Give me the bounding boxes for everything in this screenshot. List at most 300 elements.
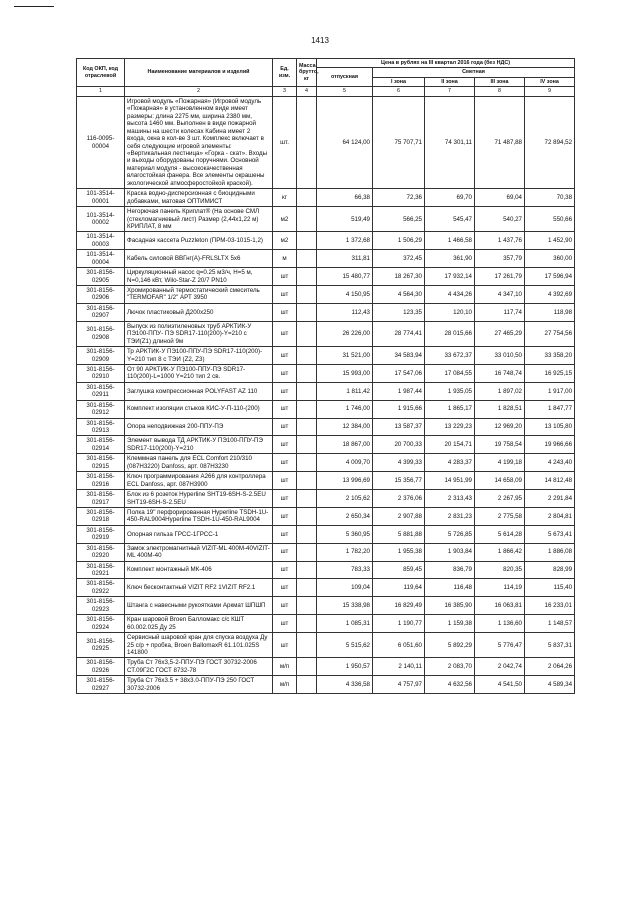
- cell-code: 301-8156-02919: [77, 525, 125, 543]
- cell-name: Кабель силовой ВВГнг(А)-FRLSLTX 5х6: [125, 250, 273, 268]
- cell-zone4-price: 4 392,69: [525, 286, 575, 304]
- header-release: отпускная: [317, 68, 373, 87]
- col-number: 9: [525, 87, 575, 96]
- cell-code: 301-8156-02918: [77, 507, 125, 525]
- cell-zone3-price: 1 437,76: [475, 232, 525, 250]
- cell-zone4-price: 1 452,90: [525, 232, 575, 250]
- cell-zone1-price: 34 583,94: [373, 347, 425, 365]
- cell-mass: [297, 400, 317, 418]
- cell-zone1-price: 372,45: [373, 250, 425, 268]
- cell-release-price: 783,33: [317, 561, 373, 579]
- cell-zone3-price: 16 063,81: [475, 597, 525, 615]
- cell-zone1-price: 4 399,33: [373, 454, 425, 472]
- cell-zone4-price: 13 105,80: [525, 418, 575, 436]
- cell-zone4-price: 17 596,94: [525, 268, 575, 286]
- cell-mass: [297, 525, 317, 543]
- table-row: [77, 597, 575, 615]
- cell-mass: [297, 347, 317, 365]
- cell-unit: шт.: [273, 96, 297, 188]
- cell-unit: шт: [273, 507, 297, 525]
- cell-release-price: 15 480,77: [317, 268, 373, 286]
- cell-code: 301-8156-02927: [77, 676, 125, 694]
- cell-zone3-price: 1 136,60: [475, 615, 525, 633]
- cell-zone2-price: 5 892,29: [425, 633, 475, 658]
- cell-zone1-price: 75 707,71: [373, 96, 425, 188]
- cell-zone4-price: 550,66: [525, 207, 575, 232]
- cell-unit: шт: [273, 633, 297, 658]
- cell-name: Комплект изоляции стыков КИС-У-П-110-(200): [125, 400, 273, 418]
- cell-name: Игровой модуль «Пожарная» (Игровой модуль «Пожарная» в установленном виде имеет размеры: длина 2275 мм, ширина 2380 мм, высота 1460 мм. Выполнен в виде пожарной машины на шести колесах Кабина имеет 2 входа, окна в кол-ве 3 шт. Комплекс включает в себя следующие игровой элементы: «Вертикальная лестница» «Горка - скат». Входы и выходы оборудованы поручнями. Основной материал модуля - высококачественная влагостойкая фанера. Все элементы окрашены экологической атмосферостойкой краской).: [125, 96, 273, 188]
- cell-zone3-price: 357,79: [475, 250, 525, 268]
- cell-zone4-price: 1 917,00: [525, 382, 575, 400]
- col-number: 6: [373, 87, 425, 96]
- cell-zone4-price: 19 966,66: [525, 436, 575, 454]
- cell-unit: шт: [273, 561, 297, 579]
- top-rule: [14, 6, 54, 7]
- cell-code: 301-8156-02911: [77, 382, 125, 400]
- cell-mass: [297, 189, 317, 207]
- cell-zone2-price: 28 015,66: [425, 321, 475, 346]
- cell-zone2-price: 14 951,99: [425, 472, 475, 490]
- cell-release-price: 5 360,95: [317, 525, 373, 543]
- cell-name: Ключ бесконтактный VIZIT RF2 1VIZIT RF2.1: [125, 579, 273, 597]
- cell-release-price: 18 867,00: [317, 436, 373, 454]
- table-row: [77, 633, 575, 658]
- cell-zone1-price: 1 915,66: [373, 400, 425, 418]
- cell-zone2-price: 5 726,85: [425, 525, 475, 543]
- cell-mass: [297, 418, 317, 436]
- cell-unit: м/п: [273, 658, 297, 676]
- cell-name: Клеммная панель для ECL Comfort 210/310 (087H3220) Danfoss, арт. 087H3230: [125, 454, 273, 472]
- table-row: [77, 321, 575, 346]
- cell-code: 301-8156-02906: [77, 286, 125, 304]
- cell-zone3-price: 16 748,74: [475, 364, 525, 382]
- cell-zone2-price: 1 865,17: [425, 400, 475, 418]
- cell-zone2-price: 4 632,56: [425, 676, 475, 694]
- header-zone3: III зона: [475, 77, 525, 86]
- cell-zone4-price: 115,40: [525, 579, 575, 597]
- cell-zone2-price: 16 385,90: [425, 597, 475, 615]
- cell-mass: [297, 658, 317, 676]
- cell-zone2-price: 4 283,37: [425, 454, 475, 472]
- cell-mass: [297, 96, 317, 188]
- cell-zone4-price: 2 291,84: [525, 490, 575, 508]
- table-row: [77, 676, 575, 694]
- cell-zone2-price: 116,48: [425, 579, 475, 597]
- cell-unit: м/п: [273, 676, 297, 694]
- cell-mass: [297, 543, 317, 561]
- cell-zone4-price: 4 243,40: [525, 454, 575, 472]
- table-row: [77, 286, 575, 304]
- cell-zone3-price: 2 042,74: [475, 658, 525, 676]
- cell-zone1-price: 123,35: [373, 303, 425, 321]
- cell-zone3-price: 1 897,02: [475, 382, 525, 400]
- table-row: [77, 615, 575, 633]
- cell-release-price: 4 336,58: [317, 676, 373, 694]
- cell-zone2-price: 74 301,11: [425, 96, 475, 188]
- col-number: 4: [297, 87, 317, 96]
- cell-name: Сервисный шаровой кран для спуска воздуха Ду 25 с/р + пробка, Broen BallomaxR 61.101.025S 141800: [125, 633, 273, 658]
- cell-zone3-price: 33 010,50: [475, 347, 525, 365]
- cell-zone1-price: 2 907,88: [373, 507, 425, 525]
- cell-zone2-price: 1 159,38: [425, 615, 475, 633]
- cell-zone1-price: 859,45: [373, 561, 425, 579]
- cell-zone4-price: 1 148,57: [525, 615, 575, 633]
- cell-zone2-price: 13 229,23: [425, 418, 475, 436]
- cell-mass: [297, 676, 317, 694]
- cell-zone1-price: 72,36: [373, 189, 425, 207]
- cell-zone3-price: 5 776,47: [475, 633, 525, 658]
- cell-mass: [297, 286, 317, 304]
- cell-code: 301-8156-02909: [77, 347, 125, 365]
- cell-zone4-price: 4 589,34: [525, 676, 575, 694]
- cell-zone3-price: 4 541,50: [475, 676, 525, 694]
- col-number: 3: [273, 87, 297, 96]
- cell-release-price: 64 124,00: [317, 96, 373, 188]
- cell-zone4-price: 1 886,08: [525, 543, 575, 561]
- cell-name: От 90 АРКТИК-У ПЭ100-ППУ-ПЭ SDR17-110(200)-L=1000 Y=210 тип 2 св.: [125, 364, 273, 382]
- col-number: 2: [125, 87, 273, 96]
- table-row: [77, 436, 575, 454]
- table-row: [77, 347, 575, 365]
- cell-name: Хромированный термостатический смеситель "TERMOFAR" 1/2" АРТ 3950: [125, 286, 273, 304]
- cell-zone1-price: 4 757,97: [373, 676, 425, 694]
- table-row: [77, 658, 575, 676]
- cell-zone4-price: 5 673,41: [525, 525, 575, 543]
- cell-zone1-price: 20 700,33: [373, 436, 425, 454]
- col-number: 1: [77, 87, 125, 96]
- cell-zone1-price: 566,25: [373, 207, 425, 232]
- cell-name: Ключ программирования А266 для контроллера ECL Danfoss, арт. 087H3900: [125, 472, 273, 490]
- cell-name: Комплект монтажный МК-406: [125, 561, 273, 579]
- cell-zone4-price: 828,99: [525, 561, 575, 579]
- cell-name: Кран шаровой Broen Балломакс с/с КШТ 60.002.025 Ду 25: [125, 615, 273, 633]
- cell-zone1-price: 119,64: [373, 579, 425, 597]
- header-zone4: IV зона: [525, 77, 575, 86]
- cell-release-price: 15 338,98: [317, 597, 373, 615]
- cell-release-price: 1 811,42: [317, 382, 373, 400]
- cell-code: 101-3514-00001: [77, 189, 125, 207]
- cell-zone4-price: 16 925,15: [525, 364, 575, 382]
- cell-unit: шт: [273, 615, 297, 633]
- header-name: Наименование материалов и изделий: [125, 59, 273, 87]
- cell-mass: [297, 615, 317, 633]
- cell-mass: [297, 321, 317, 346]
- cell-zone1-price: 4 564,30: [373, 286, 425, 304]
- cell-name: Блок из 6 розеток Hyperline SHT19-6SH-S-2.5EU SHT19-6SH-S-2.5EU: [125, 490, 273, 508]
- cell-zone1-price: 1 987,44: [373, 382, 425, 400]
- cell-zone4-price: 2 064,26: [525, 658, 575, 676]
- cell-name: Замок электромагнитный VIZIT-ML 400M-40VIZIT-ML 400M-40: [125, 543, 273, 561]
- cell-mass: [297, 207, 317, 232]
- table-row: [77, 525, 575, 543]
- cell-name: Элемент вывода ТД АРКТИК-У ПЭ100-ППУ-ПЭ SDR17-110(200)-Y=210: [125, 436, 273, 454]
- cell-zone3-price: 2 267,95: [475, 490, 525, 508]
- table-row: [77, 268, 575, 286]
- cell-zone3-price: 19 758,54: [475, 436, 525, 454]
- cell-unit: шт: [273, 525, 297, 543]
- table-row: [77, 400, 575, 418]
- cell-zone4-price: 1 847,77: [525, 400, 575, 418]
- table-row: [77, 472, 575, 490]
- cell-zone1-price: 13 587,37: [373, 418, 425, 436]
- table-row: [77, 364, 575, 382]
- cell-code: 116-0095-00004: [77, 96, 125, 188]
- cell-unit: шт: [273, 268, 297, 286]
- table-row: [77, 454, 575, 472]
- cell-unit: шт: [273, 364, 297, 382]
- cell-release-price: 109,04: [317, 579, 373, 597]
- cell-name: Опора неподвижная 200-ППУ-ПЭ: [125, 418, 273, 436]
- cell-release-price: 1 782,20: [317, 543, 373, 561]
- cell-release-price: 112,43: [317, 303, 373, 321]
- cell-mass: [297, 633, 317, 658]
- cell-code: 301-8156-02925: [77, 633, 125, 658]
- cell-zone1-price: 17 547,06: [373, 364, 425, 382]
- cell-name: Лючок пластиковый Д200х250: [125, 303, 273, 321]
- cell-zone1-price: 1 955,38: [373, 543, 425, 561]
- cell-release-price: 311,81: [317, 250, 373, 268]
- cell-unit: шт: [273, 579, 297, 597]
- cell-unit: шт: [273, 321, 297, 346]
- cell-zone1-price: 18 267,30: [373, 268, 425, 286]
- header-estimate: Сметная: [373, 68, 575, 77]
- cell-code: 301-8156-02920: [77, 543, 125, 561]
- cell-zone3-price: 71 487,88: [475, 96, 525, 188]
- cell-code: 301-8156-02912: [77, 400, 125, 418]
- cell-name: Труба Ст 76х3,5-2-ППУ-ПЭ ГОСТ 30732-2006 СТ.09Г2С ГОСТ 8732-78: [125, 658, 273, 676]
- cell-zone4-price: 118,98: [525, 303, 575, 321]
- cell-zone4-price: 14 812,48: [525, 472, 575, 490]
- cell-release-price: 4 150,95: [317, 286, 373, 304]
- cell-zone4-price: 70,38: [525, 189, 575, 207]
- cell-code: 301-8156-02907: [77, 303, 125, 321]
- cell-name: Опорная гильза ГРСС-1ГРСС-1: [125, 525, 273, 543]
- cell-zone3-price: 4 199,18: [475, 454, 525, 472]
- header-unit: Ед. изм.: [273, 59, 297, 87]
- cell-mass: [297, 561, 317, 579]
- cell-unit: шт: [273, 400, 297, 418]
- table-row: [77, 561, 575, 579]
- cell-zone4-price: 33 358,20: [525, 347, 575, 365]
- cell-name: Циркуляционный насос q=0.25 м3/ч, Н=5 м, N=0,146 кВт, Wilo-Star-Z 20/7 PN10: [125, 268, 273, 286]
- cell-unit: м2: [273, 232, 297, 250]
- col-number: 5: [317, 87, 373, 96]
- header-zone2: II зона: [425, 77, 475, 86]
- table-row: [77, 490, 575, 508]
- cell-unit: шт: [273, 382, 297, 400]
- cell-release-price: 13 996,69: [317, 472, 373, 490]
- cell-zone3-price: 14 658,09: [475, 472, 525, 490]
- cell-zone3-price: 2 775,58: [475, 507, 525, 525]
- cell-zone2-price: 1 935,05: [425, 382, 475, 400]
- cell-name: Фасадная кассета Puzzleton (ПРМ-03-1015-1,2): [125, 232, 273, 250]
- cell-name: Труба Ст 76х3.5 + 38х3.0-ППУ-ПЭ 250 ГОСТ 30732-2006: [125, 676, 273, 694]
- cell-release-price: 12 384,00: [317, 418, 373, 436]
- cell-zone1-price: 28 774,41: [373, 321, 425, 346]
- cell-code: 301-8156-02924: [77, 615, 125, 633]
- cell-zone2-price: 545,47: [425, 207, 475, 232]
- table-row: [77, 232, 575, 250]
- cell-zone3-price: 1 866,42: [475, 543, 525, 561]
- header-code: Код ОКП, код отраслевой: [77, 59, 125, 87]
- cell-zone1-price: 16 829,49: [373, 597, 425, 615]
- table-row: [77, 189, 575, 207]
- cell-zone2-price: 17 932,14: [425, 268, 475, 286]
- cell-mass: [297, 454, 317, 472]
- cell-mass: [297, 364, 317, 382]
- cell-name: Штанга с навесными рукоятками Аркмат ШПШП: [125, 597, 273, 615]
- cell-zone4-price: 27 754,56: [525, 321, 575, 346]
- cell-code: 301-8156-02922: [77, 579, 125, 597]
- cell-zone2-price: 4 434,26: [425, 286, 475, 304]
- cell-name: Выпуск из полиэтиленовых труб АРКТИК-У ПЭ100-ППУ- ПЭ SDR17-110(200)-Y=210 с ТЭИ(Z1) длиной 9м: [125, 321, 273, 346]
- cell-mass: [297, 472, 317, 490]
- cell-unit: м: [273, 250, 297, 268]
- header-mass: Масса брутто, кг: [297, 59, 317, 87]
- cell-mass: [297, 490, 317, 508]
- header-zone1: I зона: [373, 77, 425, 86]
- cell-code: 301-8156-02914: [77, 436, 125, 454]
- cell-unit: шт: [273, 454, 297, 472]
- cell-mass: [297, 250, 317, 268]
- column-number-row: [77, 87, 575, 96]
- table-row: [77, 418, 575, 436]
- cell-name: Тр АРКТИК-У ПЭ100-ППУ-ПЭ SDR17-110(200)-Y=210 тип 8 с ТЭИ (Z2, Z3): [125, 347, 273, 365]
- cell-mass: [297, 597, 317, 615]
- cell-unit: кг: [273, 189, 297, 207]
- cell-zone2-price: 17 084,55: [425, 364, 475, 382]
- cell-zone2-price: 836,79: [425, 561, 475, 579]
- cell-unit: шт: [273, 418, 297, 436]
- cell-zone1-price: 15 356,77: [373, 472, 425, 490]
- page-number: 1413: [311, 36, 329, 45]
- table-row: [77, 303, 575, 321]
- cell-release-price: 2 650,34: [317, 507, 373, 525]
- cell-code: 301-8156-02916: [77, 472, 125, 490]
- cell-zone3-price: 5 614,28: [475, 525, 525, 543]
- cell-zone1-price: 5 881,88: [373, 525, 425, 543]
- cell-zone3-price: 114,19: [475, 579, 525, 597]
- cell-release-price: 1 950,57: [317, 658, 373, 676]
- cell-unit: шт: [273, 543, 297, 561]
- cell-zone2-price: 120,10: [425, 303, 475, 321]
- cell-mass: [297, 268, 317, 286]
- cell-release-price: 1 372,68: [317, 232, 373, 250]
- cell-unit: шт: [273, 472, 297, 490]
- cell-code: 301-8156-02913: [77, 418, 125, 436]
- cell-zone1-price: 6 051,60: [373, 633, 425, 658]
- table-row: [77, 382, 575, 400]
- cell-code: 101-3514-00003: [77, 232, 125, 250]
- table-row: [77, 507, 575, 525]
- cell-zone3-price: 17 261,79: [475, 268, 525, 286]
- cell-zone2-price: 1 466,58: [425, 232, 475, 250]
- cell-mass: [297, 382, 317, 400]
- cell-release-price: 66,38: [317, 189, 373, 207]
- cell-release-price: 4 009,70: [317, 454, 373, 472]
- cell-unit: шт: [273, 286, 297, 304]
- cell-zone4-price: 2 804,81: [525, 507, 575, 525]
- cell-zone2-price: 1 903,84: [425, 543, 475, 561]
- cell-zone4-price: 360,00: [525, 250, 575, 268]
- cell-release-price: 26 226,00: [317, 321, 373, 346]
- table-row: [77, 207, 575, 232]
- cell-zone2-price: 69,70: [425, 189, 475, 207]
- cell-zone1-price: 2 140,11: [373, 658, 425, 676]
- cell-zone3-price: 69,04: [475, 189, 525, 207]
- col-number: 7: [425, 87, 475, 96]
- cell-zone4-price: 16 233,01: [525, 597, 575, 615]
- cell-release-price: 2 105,62: [317, 490, 373, 508]
- cell-mass: [297, 436, 317, 454]
- table-row: [77, 250, 575, 268]
- cell-zone3-price: 117,74: [475, 303, 525, 321]
- cell-release-price: 519,49: [317, 207, 373, 232]
- cell-zone3-price: 1 828,51: [475, 400, 525, 418]
- cell-unit: м2: [273, 207, 297, 232]
- cell-unit: шт: [273, 303, 297, 321]
- cell-mass: [297, 579, 317, 597]
- cell-zone2-price: 361,90: [425, 250, 475, 268]
- header-price-title: Цена в рублях на III квартал 2016 года (без НДС): [317, 59, 575, 68]
- cell-release-price: 1 085,31: [317, 615, 373, 633]
- cell-zone2-price: 2 083,70: [425, 658, 475, 676]
- cell-zone2-price: 33 672,37: [425, 347, 475, 365]
- cell-release-price: 5 515,62: [317, 633, 373, 658]
- cell-release-price: 31 521,00: [317, 347, 373, 365]
- cell-zone4-price: 5 837,31: [525, 633, 575, 658]
- cell-zone3-price: 27 465,29: [475, 321, 525, 346]
- cell-name: Заглушка компрессионная POLYFAST AZ 110: [125, 382, 273, 400]
- cell-zone3-price: 820,35: [475, 561, 525, 579]
- cell-zone2-price: 2 313,43: [425, 490, 475, 508]
- cell-zone4-price: 72 894,52: [525, 96, 575, 188]
- table-row: [77, 579, 575, 597]
- cell-unit: шт: [273, 347, 297, 365]
- cell-mass: [297, 507, 317, 525]
- cell-name: Полка 19" перфорированная Hyperline TSDH-1U-450-RAL9004Hyperline TSDH-1U-450-RAL9004: [125, 507, 273, 525]
- cell-release-price: 15 993,00: [317, 364, 373, 382]
- cell-code: 301-8156-02917: [77, 490, 125, 508]
- cell-code: 301-8156-02910: [77, 364, 125, 382]
- table-row: [77, 96, 575, 188]
- cell-zone2-price: 2 831,23: [425, 507, 475, 525]
- table-body: [77, 96, 575, 693]
- cell-zone1-price: 1 190,77: [373, 615, 425, 633]
- cell-mass: [297, 303, 317, 321]
- cell-code: 301-8156-02905: [77, 268, 125, 286]
- cell-zone2-price: 20 154,71: [425, 436, 475, 454]
- table-row: [77, 543, 575, 561]
- cell-code: 101-3514-00004: [77, 250, 125, 268]
- cell-code: 301-8156-02908: [77, 321, 125, 346]
- cell-release-price: 1 746,00: [317, 400, 373, 418]
- cell-name: Краска водно-дисперсионная с биоцидными добавками, матовая ОПТИМИСТ: [125, 189, 273, 207]
- cell-zone3-price: 12 969,20: [475, 418, 525, 436]
- cell-code: 301-8156-02921: [77, 561, 125, 579]
- price-table: [76, 58, 575, 694]
- cell-zone1-price: 2 376,06: [373, 490, 425, 508]
- cell-name: Негорючая панель Криплат® (На основе СМЛ (стекломагниевый лист) Размер (2,44х1,22 м) КРИПЛАТ, 8 мм: [125, 207, 273, 232]
- cell-mass: [297, 232, 317, 250]
- cell-zone1-price: 1 506,29: [373, 232, 425, 250]
- cell-zone3-price: 540,27: [475, 207, 525, 232]
- cell-unit: шт: [273, 490, 297, 508]
- cell-unit: шт: [273, 436, 297, 454]
- cell-code: 301-8156-02923: [77, 597, 125, 615]
- cell-unit: шт: [273, 597, 297, 615]
